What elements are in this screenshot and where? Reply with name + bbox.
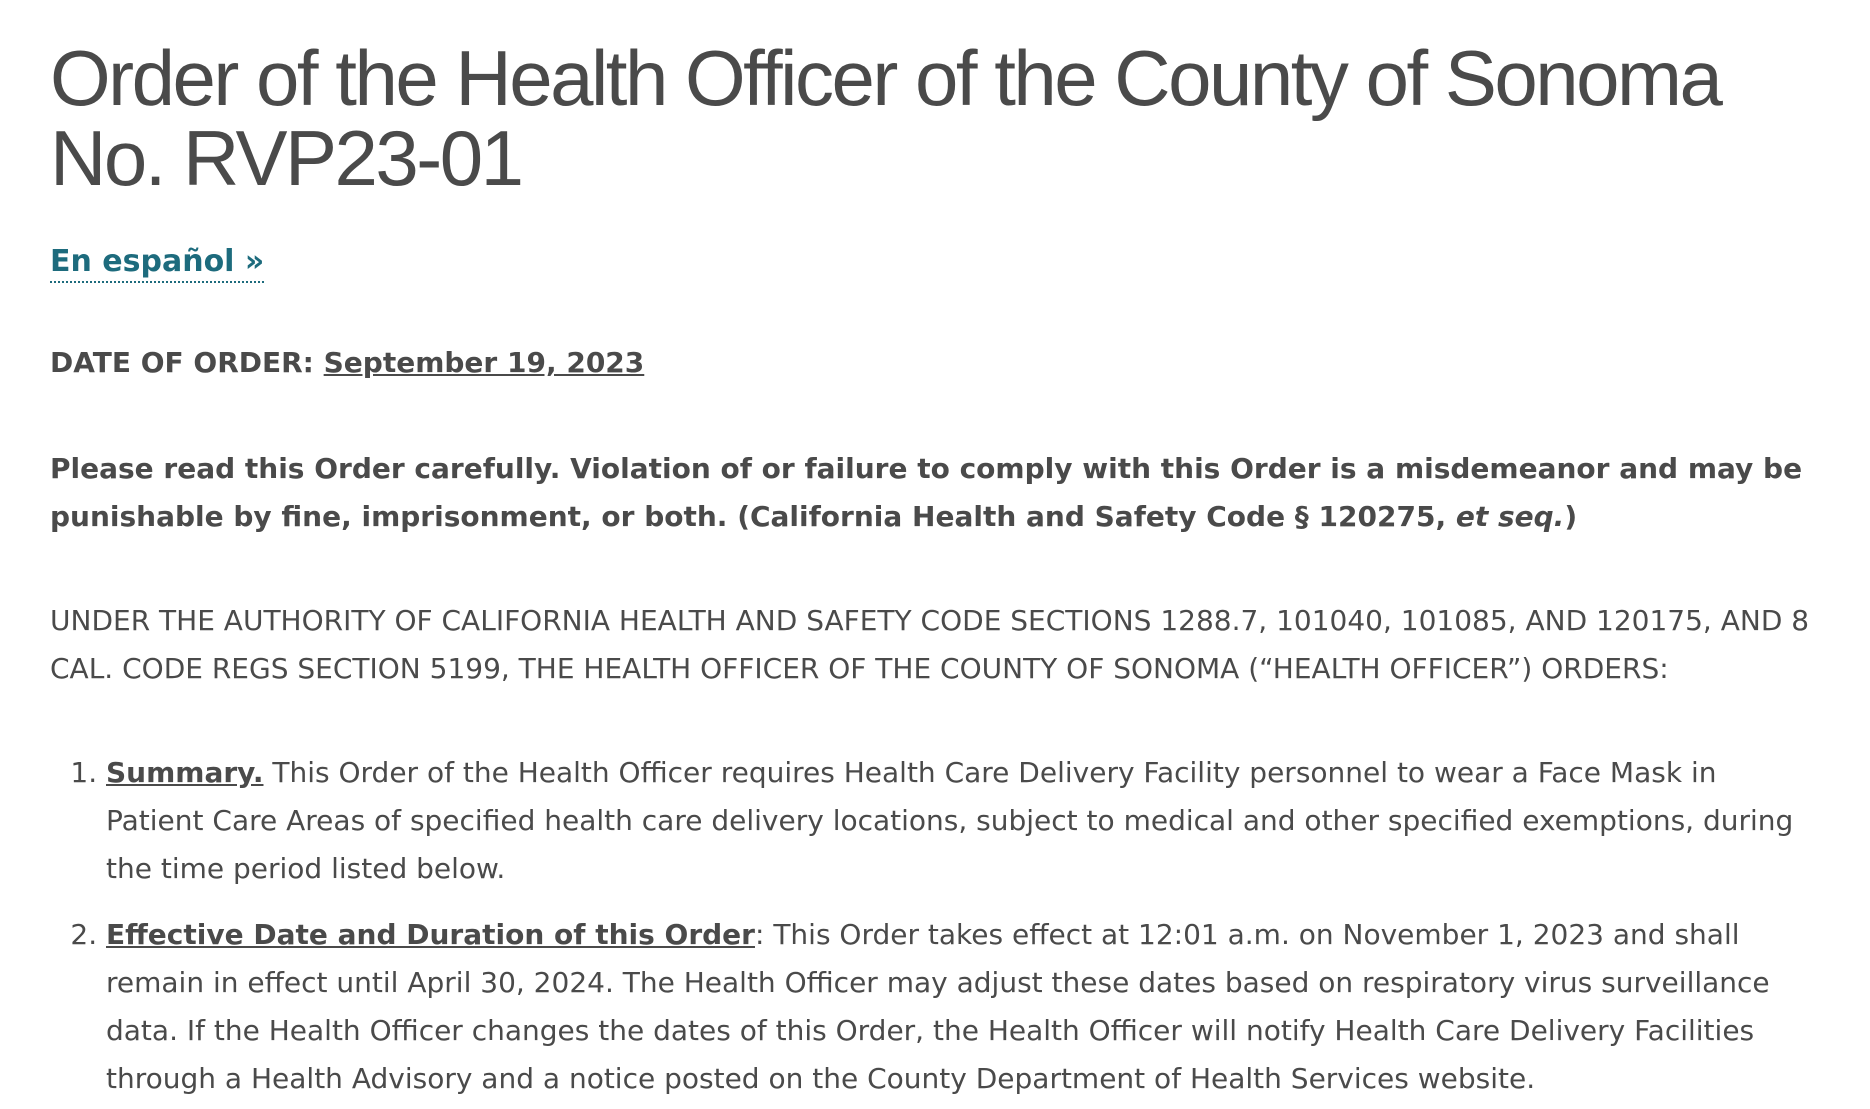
- item-text: : This Order takes effect at 12:01 a.m. on November 1, 2023 and shall remain in effect until April 30, 2024. The Health Officer may adjust these dates based on respiratory virus surveillance data. If the Health Officer changes the dates of this Order, the Health Officer will notify Health Care Delivery Facilities through a Health Advisory and a notice posted on the County Department of Health Services website.: [106, 918, 1770, 1095]
- order-items-list: [50, 749, 1820, 1103]
- date-of-order: [50, 343, 1820, 383]
- date-of-order-value: September 19, 2023: [323, 346, 645, 379]
- page-title-line-2: No. RVP23-01: [50, 114, 522, 202]
- warning-italic: et seq.: [1455, 500, 1565, 533]
- list-item: [106, 749, 1820, 893]
- item-heading-summary: Summary.: [106, 756, 264, 789]
- authority-statement: UNDER THE AUTHORITY OF CALIFORNIA HEALTH AND SAFETY CODE SECTIONS 1288.7, 101040, 101085, AND 120175, AND 8 CAL. CODE REGS SECTION 5199, THE HEALTH OFFICER OF THE COUNTY OF SONOMA (“HEALTH OFFICER”) ORDERS:: [50, 604, 1810, 685]
- item-heading-effective-date: Effective Date and Duration of this Order: [106, 918, 755, 951]
- item-text: This Order of the Health Officer requires Health Care Delivery Facility personnel to wear a Face Mask in Patient Care Areas of specified health care delivery locations, subject to medical and other specified exemptions, during the time period listed below.: [106, 756, 1794, 885]
- list-item: [106, 911, 1820, 1103]
- date-of-order-label: DATE OF ORDER:: [50, 346, 324, 379]
- spanish-language-link[interactable]: En español »: [50, 244, 264, 283]
- warning-text: Please read this Order carefully. Violation of or failure to comply with this Order is a misdemeanor and may be punishable by fine, imprisonment, or both. (California Health and Safety Code § 120275,: [50, 452, 1803, 533]
- page-title: [50, 34, 1820, 202]
- violation-warning: [50, 445, 1820, 541]
- warning-end: ): [1564, 500, 1578, 533]
- page-title-line-1: Order of the Health Officer of the County of Sonoma: [50, 34, 1721, 122]
